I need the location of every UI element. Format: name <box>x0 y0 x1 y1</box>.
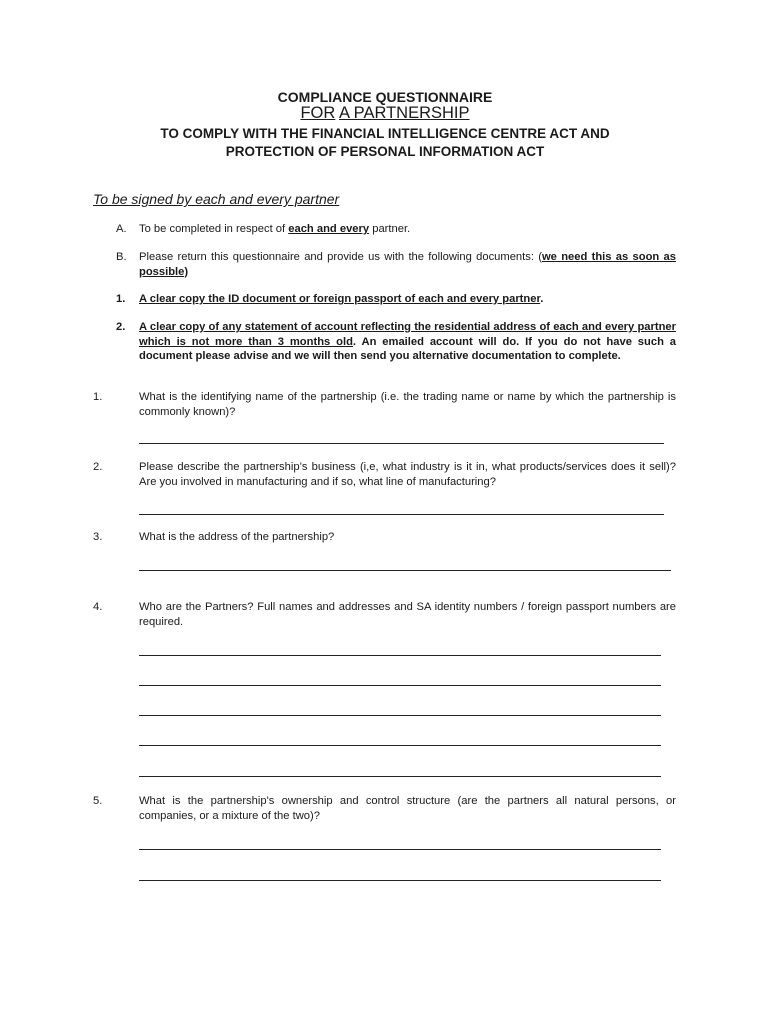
required-document-2 <box>116 320 676 364</box>
required-document-1 <box>116 292 676 307</box>
instruction-b <box>116 250 676 279</box>
answer-line[interactable] <box>139 715 661 716</box>
question-number: 4. <box>93 601 103 613</box>
question-text: What is the identifying name of the partnership (i.e. the trading name or name by which the partnership is commonly known)? <box>139 391 676 418</box>
instruction-text: Please return this questionnaire and provide us with the following documents: ( <box>139 251 542 263</box>
question-1 <box>93 390 676 419</box>
document-subtitle <box>0 104 770 123</box>
document-requirement: A clear copy the ID document or foreign passport of each and every partner <box>139 293 541 305</box>
instruction-marker: B. <box>116 251 127 263</box>
answer-line[interactable] <box>139 655 661 656</box>
purpose-line-1: TO COMPLY WITH THE FINANCIAL INTELLIGENCE CENTRE ACT AND <box>160 126 610 141</box>
instruction-emphasis: we need this as soon as possible) <box>139 251 676 278</box>
purpose-line-2: PROTECTION OF PERSONAL INFORMATION ACT <box>225 144 545 159</box>
document-purpose <box>0 125 770 161</box>
answer-line[interactable] <box>139 570 671 571</box>
question-number: 3. <box>93 531 103 543</box>
signing-note: To be signed by each and every partner <box>93 191 340 207</box>
question-2 <box>93 460 676 489</box>
question-number: 2. <box>93 461 103 473</box>
instruction-emphasis: each and every <box>288 223 370 235</box>
document-title: COMPLIANCE QUESTIONNAIRE <box>277 89 493 105</box>
answer-line[interactable] <box>139 849 661 850</box>
answer-line[interactable] <box>139 443 664 444</box>
question-number: 1. <box>93 391 103 403</box>
instruction-text: To be completed in respect of <box>139 223 289 235</box>
answer-line[interactable] <box>139 745 661 746</box>
question-number: 5. <box>93 795 103 807</box>
document-marker: 1. <box>116 293 126 305</box>
document-requirement: A clear copy of any statement of account reflecting the residential address of each and every partner which is not more than 3 months old <box>139 321 676 348</box>
question-text: Please describe the partnership’s business (i,e, what industry is it in, what products/services does it sell)? Are you involved in manufacturing and if so, what line of manufacturing? <box>139 461 676 488</box>
question-5 <box>93 794 676 823</box>
question-text: What is the partnership's ownership and control structure (are the partners all natural persons, or companies, or a mixture of the two)? <box>139 795 676 822</box>
answer-line[interactable] <box>139 685 661 686</box>
question-text: What is the address of the partnership? <box>139 531 335 543</box>
question-text: Who are the Partners? Full names and addresses and SA identity numbers / foreign passport numbers are required. <box>139 601 676 628</box>
answer-line[interactable] <box>139 776 661 777</box>
document-requirement-end: . <box>540 293 544 305</box>
question-3 <box>93 530 676 545</box>
instruction-text-end: partner. <box>369 223 411 235</box>
document-marker: 2. <box>116 321 126 333</box>
instruction-a <box>116 222 676 237</box>
answer-line[interactable] <box>139 880 661 881</box>
question-4 <box>93 600 676 629</box>
instruction-marker: A. <box>116 223 127 235</box>
subtitle-for: FOR <box>300 104 336 122</box>
document-requirement-end: . An emailed account will do. If you do not have such a document please advise and we will then send you alternative documentation to complete. <box>139 335 676 362</box>
subtitle-partnership: A PARTNERSHIP <box>339 104 470 122</box>
answer-line[interactable] <box>139 514 664 515</box>
